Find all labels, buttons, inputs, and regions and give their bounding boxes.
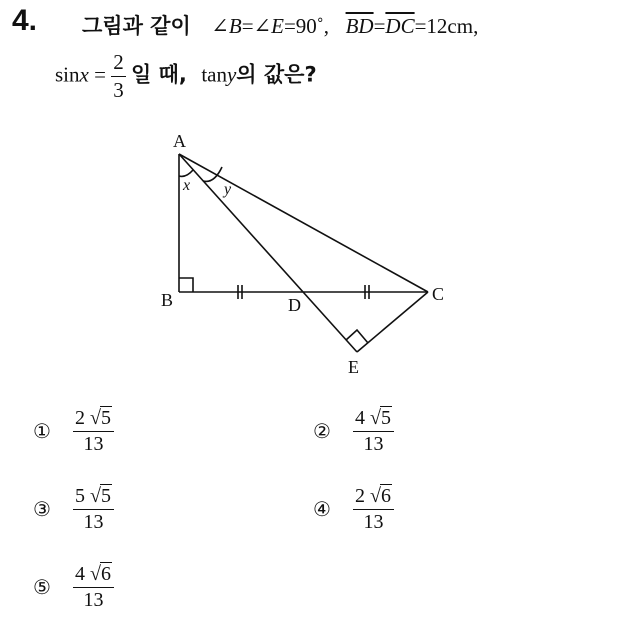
- equals-3: =: [373, 14, 386, 38]
- choice-1-marker: ①: [33, 419, 51, 443]
- choice-3[interactable]: [33, 484, 114, 534]
- choice-2-denominator: 13: [363, 433, 384, 455]
- choice-3-denominator: 13: [83, 511, 104, 533]
- choice-5-radicand: 6: [100, 563, 111, 585]
- choice-2-fraction: $\frac{4 √5}{13}$: [353, 406, 394, 456]
- sin-numerator: 2: [113, 50, 124, 74]
- choice-2-coef: 4: [355, 407, 365, 429]
- choice-3-fraction: $\frac{5 √5}{13}$: [73, 484, 114, 534]
- question-number: 4.: [12, 4, 38, 37]
- vertex-label-c: C: [432, 284, 445, 304]
- choice-4-radicand: 6: [380, 485, 391, 507]
- sin-variable: x: [79, 62, 89, 87]
- choice-4-bar: [353, 509, 394, 510]
- choice-5-coef: 4: [75, 563, 85, 585]
- choice-4[interactable]: [313, 484, 394, 534]
- choice-5[interactable]: [33, 562, 114, 612]
- right-angle-value: =90˚,: [283, 14, 330, 38]
- segment-ac: [179, 154, 428, 292]
- sin-equals: =: [94, 62, 106, 87]
- choice-2-bar: [353, 431, 394, 432]
- segment-length: =12cm,: [414, 14, 479, 38]
- question-intro: 그림과 같이: [82, 14, 191, 38]
- condition-when: 일 때,: [130, 62, 187, 87]
- segment-bd: $\overline{BD}$: [345, 14, 374, 38]
- equals-1: =: [241, 14, 254, 38]
- choice-3-radicand: 5: [100, 485, 111, 507]
- angle-label-y: y: [224, 181, 232, 198]
- vertex-label-e: E: [348, 357, 359, 377]
- choice-2-radicand: 5: [380, 407, 391, 429]
- choice-4-denominator: 13: [363, 511, 384, 533]
- sin-label: sin: [55, 62, 80, 87]
- choice-2-marker: ②: [313, 419, 331, 443]
- segment-dc: $\overline{DC}$: [385, 14, 415, 38]
- choice-1-coef: 2: [75, 407, 85, 429]
- tan-label: tan: [201, 62, 227, 87]
- angle-e: ∠E: [253, 14, 284, 38]
- angle-arc-x: [179, 170, 193, 176]
- choice-1-fraction: $\frac{2 √5}{13}$: [73, 406, 114, 456]
- vertex-label-a: A: [173, 131, 186, 151]
- angle-b: ∠B: [211, 14, 242, 38]
- choice-4-marker: ④: [313, 497, 331, 521]
- choice-5-marker: ⑤: [33, 575, 51, 599]
- segment-ae: [179, 154, 357, 352]
- choice-1[interactable]: [33, 406, 114, 456]
- tan-variable: y: [226, 62, 237, 87]
- choice-1-radicand: 5: [100, 407, 111, 429]
- choice-4-fraction: $\frac{2 √6}{13}$: [353, 484, 394, 534]
- choice-5-denominator: 13: [83, 589, 104, 611]
- vertex-label-d: D: [288, 295, 301, 315]
- angle-label-x: x: [183, 177, 191, 194]
- choice-2[interactable]: [313, 406, 394, 456]
- choice-3-bar: [73, 509, 114, 510]
- choice-3-coef: 5: [75, 485, 85, 507]
- choice-4-coef: 2: [355, 485, 365, 507]
- choice-5-bar: [73, 587, 114, 588]
- question-ask: 의 값은?: [236, 62, 317, 87]
- sin-denominator: 3: [113, 78, 124, 102]
- vertex-label-b: B: [161, 290, 174, 310]
- choice-1-bar: [73, 431, 114, 432]
- choice-5-fraction: $\frac{4 √6}{13}$: [73, 562, 114, 612]
- right-angle-mark-b: [179, 278, 193, 292]
- choice-1-denominator: 13: [83, 433, 104, 455]
- choice-3-marker: ③: [33, 497, 51, 521]
- right-angle-mark-e: [346, 330, 368, 343]
